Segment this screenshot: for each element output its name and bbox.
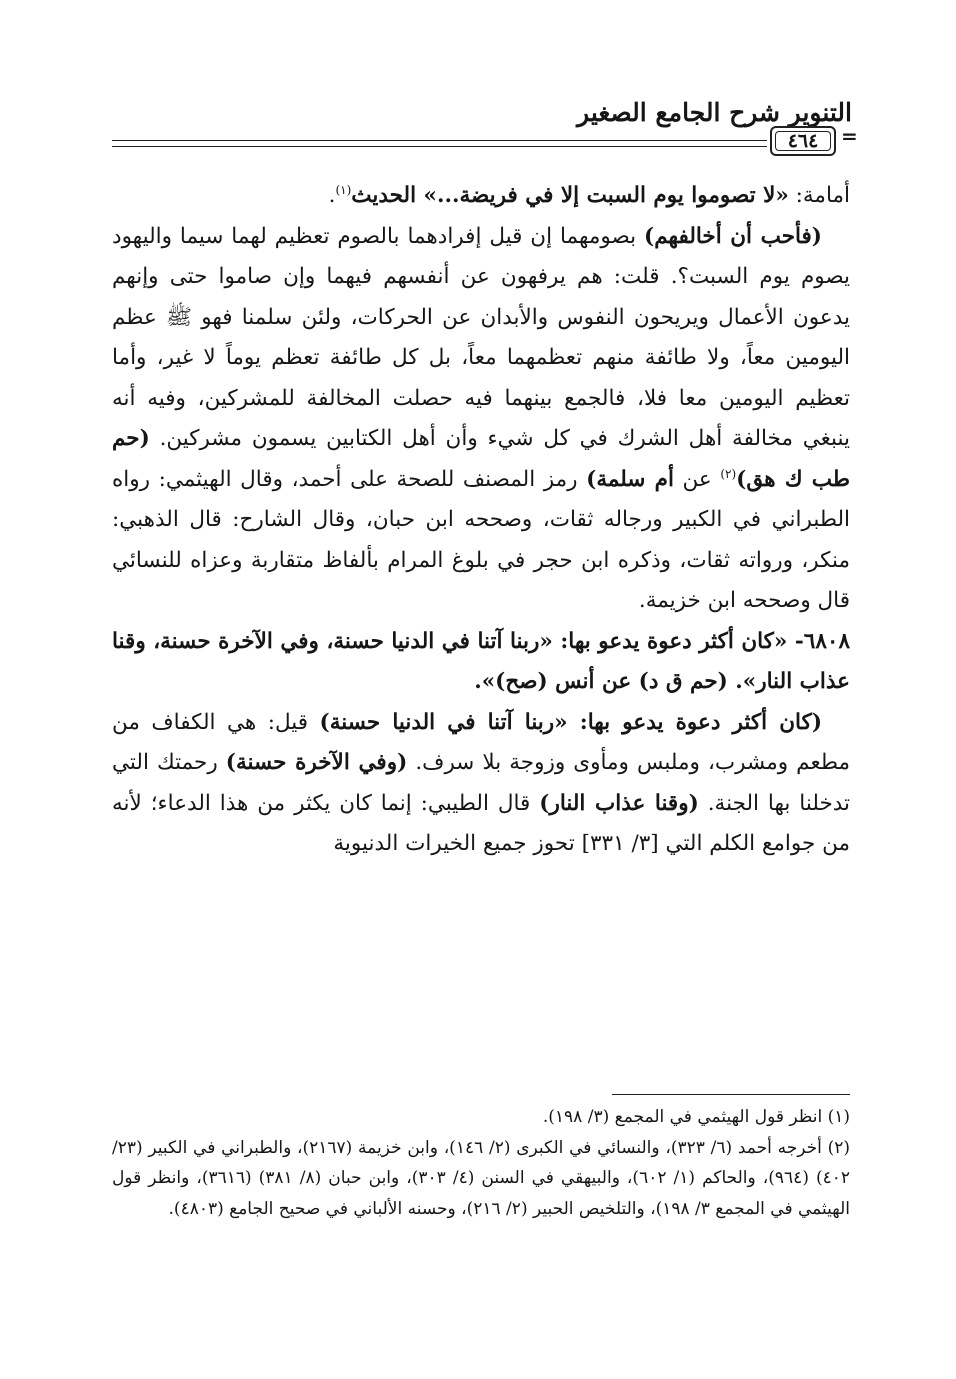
- footnote-ref-1: (١): [335, 182, 352, 197]
- header-rule-top: [112, 140, 767, 141]
- bold-phrase: (كان أكثر دعوة يدعو بها: «ربنا آتنا في الدنيا حسنة): [319, 709, 822, 735]
- footnotes: [112, 1102, 850, 1224]
- book-title: التنوير شرح الجامع الصغير: [577, 98, 852, 127]
- text-run: .: [328, 183, 336, 208]
- paragraph-1: [112, 176, 850, 217]
- text-run: قال الطيبي: إنما كان يكثر من هذا الدعاء؛ لأنه من جوامع الكلم التي [٣/ ٣٣١] تحوز جميع الخيرات الدنيوية: [112, 790, 850, 856]
- footnote-2: (٢) أخرجه أحمد (٦/ ٣٢٣)، والنسائي في الكبرى (٢/ ١٤٦)، وابن خزيمة (٢١٦٧)، والطبراني في الكبير (٢٣/ ٤٠٢) (٩٦٤)، والحاكم (١/ ٦٠٢)، والبيهقي في السنن (٤/ ٣٠٣)، وابن حبان (٨/ ٣٨١) (٣٦١٦)، وانظر قول الهيثمي في المجمع ٣/ ١٩٨)، والتلخيص الحبير (٢/ ٢١٦)، وحسنه الألباني في صحيح الجامع (٤٨٠٣).: [112, 1137, 851, 1219]
- narrator-name: أم سلمة): [586, 466, 674, 492]
- text-run: أمامة:: [788, 183, 850, 208]
- hadith-6808: ٦٨٠٨- «كان أكثر دعوة يدعو بها: «ربنا آتنا في الدنيا حسنة، وفي الآخرة حسنة، وقنا عذاب النار». (حم ق د) عن أنس (صح)».: [112, 628, 850, 694]
- page-header: [112, 92, 858, 172]
- paragraph-2: [112, 217, 850, 622]
- text-run: رحمتك التي تدخلنا بها الجنة.: [112, 750, 850, 816]
- page-number: ٤٦٤: [770, 126, 836, 156]
- text-run: قيل: هي الكفاف من مطعم ومشرب، وملبس ومأوى وزوجة بلا سرف.: [112, 709, 850, 775]
- footnote-separator: [612, 1094, 850, 1095]
- footnote-ref-2: (٢): [720, 466, 737, 481]
- bold-phrase: (فأحب أن أخالفهم): [644, 223, 822, 249]
- header-rule-bottom: [112, 146, 767, 147]
- main-text: [112, 176, 850, 865]
- source-codes: (حم طب ك هق): [112, 426, 850, 492]
- text-run: بصومهما إن قيل إفرادهما بالصوم تعظيم لهما سيما واليهود يصوم يوم السبت؟. قلت: هم يرفهون عن أنفسهم فيهما وإن صاموا حتى وإنهم يدعون الأعمال ويريحون النفوس والأبدان عن الحركات، ولئن سلمنا فهو ﷺ عظم اليومين معاً، ولا طائفة منهم تعظمهما معاً، بل كل طائفة تعظم يوماً لا غير، وأما تعظيم اليومين معا فلا، فالجمع بينهما فيه حصلت المخالفة للمشركين، وفيه أنه ينبغي مخالفة أهل الشرك في كل شيء وأن أهل الكتابين يسمون مشركين.: [112, 223, 850, 451]
- bold-phrase: (وفي الآخرة حسنة): [225, 750, 408, 775]
- text-run: رمز المصنف للصحة على أحمد، وقال الهيثمي: رواه الطبراني في الكبير ورجاله ثقات، وصححه ابن حبان، وقال الشارح: قال الذهبي: منكر، ورواته ثقات، وذكره ابن حجر في بلوغ المرام بألفاظ متقاربة وعزاه للنسائي قال وصححه ابن خزيمة.: [112, 466, 850, 613]
- footnote-1: (١) انظر قول الهيثمي في المجمع (٣/ ١٩٨).: [542, 1107, 850, 1127]
- paragraph-4: [112, 703, 850, 865]
- page-mark: =: [841, 124, 858, 148]
- bold-phrase: (وقنا عذاب النار): [539, 790, 699, 816]
- text-run: عن: [673, 466, 721, 492]
- hadith-quote: «لا تصوموا يوم السبت إلا في فريضة...» الحديث: [351, 183, 789, 208]
